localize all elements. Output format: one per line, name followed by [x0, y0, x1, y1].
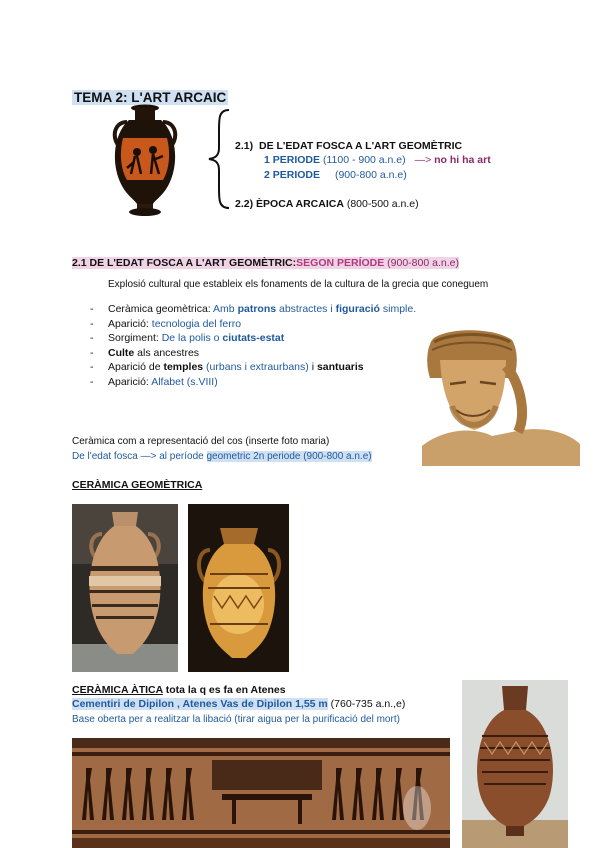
section-heading-period: SEGON PERÍODE: [296, 257, 385, 269]
outline-period-1: [264, 154, 491, 167]
outline-period-2: [264, 169, 407, 182]
section-heading-dates: (900-800 a.n.e): [387, 257, 459, 269]
list-item: - Ceràmica geomètrica: Amb patrons abstractes i figuració simple.: [90, 302, 416, 317]
note-period-transition: De l'edat fosca —> al període geometric 2n periode (900-800 a.n.e): [72, 451, 372, 462]
outline-2-1-number: 2.1): [235, 140, 254, 152]
funeral-frieze-photo: [72, 738, 450, 848]
period-1-arrow: —>: [414, 154, 432, 166]
curly-brace: [207, 108, 231, 210]
geometric-amphora-photo-1: [72, 504, 178, 672]
period-1-note: no hi ha art: [434, 154, 491, 166]
geometric-amphora-photo-2: [188, 504, 289, 672]
dipilon-caption: Cementiri de Dipilon , Atenes Vas de Dipilon 1,55 m (760-735 a.n.,e): [72, 698, 406, 710]
black-figure-amphora-image: [107, 104, 183, 218]
list-item: - Aparició: tecnologia del ferro: [90, 317, 416, 332]
list-item: - Sorgiment: De la polis o ciutats-estat: [90, 331, 416, 346]
feature-list: [90, 302, 416, 389]
period-1-label: 1 PERIODE: [264, 154, 321, 166]
list-item: - Aparició de temples (urbans i extraurbans) i santuaris: [90, 360, 416, 375]
period-2-dates: (900-800 a.n.e): [334, 169, 407, 181]
list-item: - Culte als ancestres: [90, 346, 416, 361]
period-1-dates: (1100 - 900 a.n.e): [322, 154, 406, 166]
libation-note: Base oberta per a realitzar la libació (tirar aigua per la purificació del mort): [72, 714, 400, 725]
period-2-label: 2 PERIODE: [264, 169, 321, 181]
outline-2-2-dates: (800-500 a.n.e): [346, 198, 419, 210]
section-heading-main: 2.1 DE L'EDAT FOSCA A L'ART GEOMÈTRIC:: [72, 257, 297, 269]
ceramica-geometrica-heading: CERÀMICA GEOMÈTRICA: [72, 479, 203, 491]
outline-2-2-number: 2.2): [235, 198, 254, 210]
outline-2-2-title: ÈPOCA ARCAICA: [256, 198, 344, 210]
archaic-head-sculpture-image: [422, 326, 580, 466]
outline-2-2: [235, 198, 419, 211]
section-intro: Explosió cultural que estableix els fonaments de la cultura de la grecia que coneguem: [108, 279, 489, 290]
ceramica-atica-heading: CERÀMICA ÀTICA tota la q es fa en Atenes: [72, 684, 286, 696]
outline-2-1: [235, 140, 462, 153]
list-item: - Aparició: Alfabet (s.VIII): [90, 375, 416, 390]
page-title: TEMA 2: L'ART ARCAIC: [74, 90, 227, 105]
note-ceramic-body: Ceràmica com a representació del cos (inserte foto maria): [72, 436, 330, 447]
dipylon-vase-photo: [462, 680, 568, 848]
outline-2-1-title: DE L'EDAT FOSCA A L'ART GEOMÈTRIC: [259, 140, 463, 152]
section-2-1-heading: [72, 257, 459, 270]
